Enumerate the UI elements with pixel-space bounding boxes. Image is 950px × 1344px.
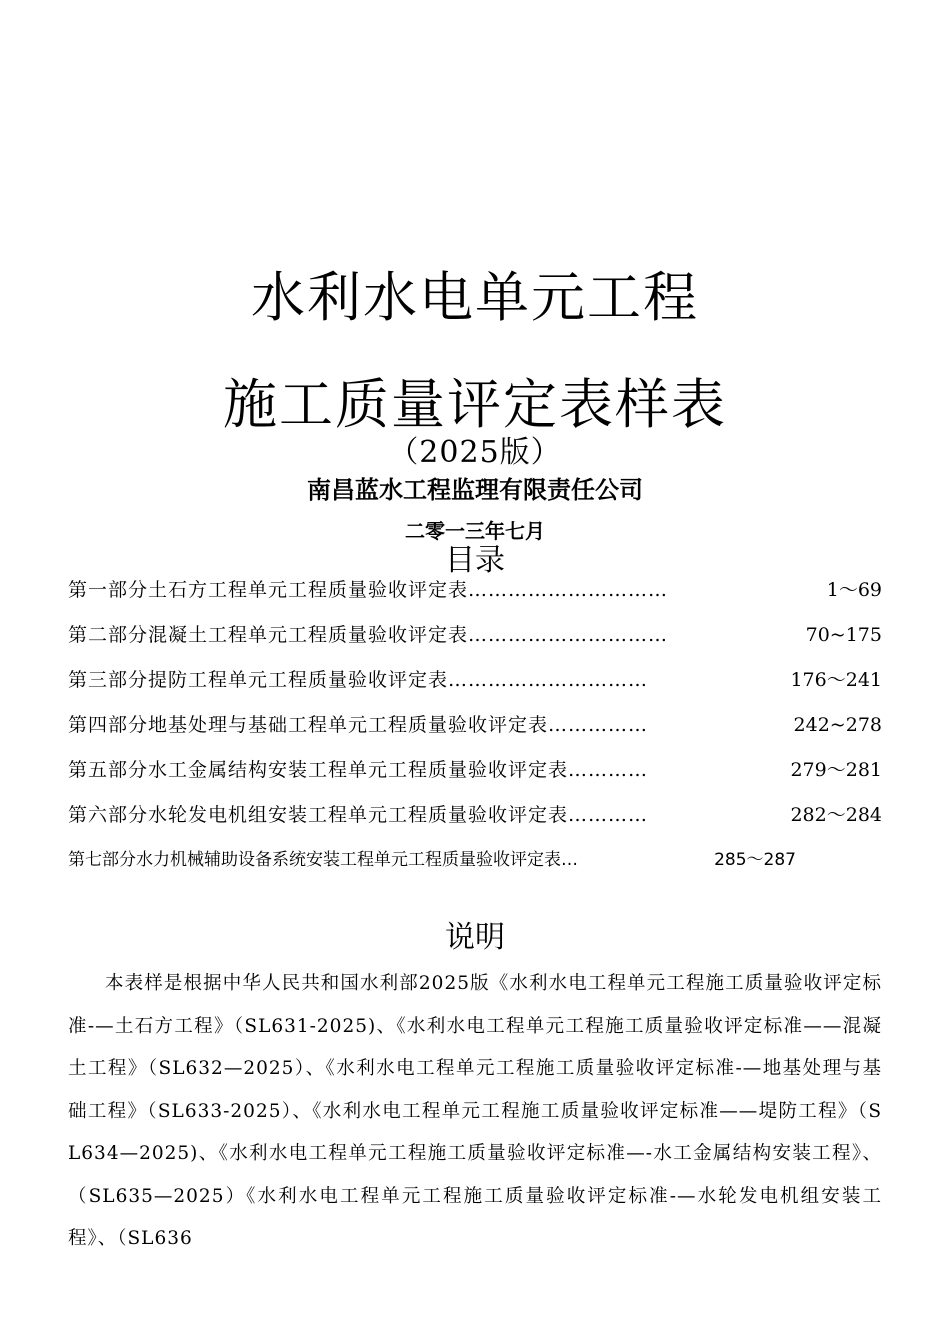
toc-item-text: 第六部分水轮发电机组安装工程单元工程质量验收评定表…………: [68, 804, 649, 826]
toc-item-pages: 70~175: [805, 624, 882, 646]
toc-item[interactable]: [68, 665, 882, 710]
toc-item[interactable]: [68, 620, 882, 665]
toc-item-text: 第七部分水力机械辅助设备系统安装工程单元工程质量验收评定表…: [68, 850, 578, 870]
cover-title-line2: 施工质量评定表样表: [223, 373, 727, 436]
toc-item-text: 第三部分提防工程单元工程质量验收评定表…………………………: [68, 669, 649, 691]
toc-item-pages: 279～281: [790, 759, 882, 781]
cover-edition: （2025版）: [388, 435, 562, 470]
toc-item[interactable]: [68, 800, 882, 845]
notes-title: 说明: [445, 920, 505, 955]
table-of-contents: [68, 575, 882, 890]
toc-item-text: 第五部分水工金属结构安装工程单元工程质量验收评定表…………: [68, 759, 649, 781]
toc-title: 目录: [445, 543, 505, 578]
toc-item[interactable]: [68, 710, 882, 755]
cover-company: 南昌蓝水工程监理有限责任公司: [307, 476, 643, 504]
toc-item-pages: 242~278: [793, 714, 882, 736]
toc-item-pages: 1～69: [826, 579, 882, 601]
toc-item-pages: 282～284: [790, 804, 882, 826]
toc-item[interactable]: [68, 845, 882, 890]
notes-body: 本表样是根据中华人民共和国水利部2025版《水利水电工程单元工程施工质量验收评定标准-—土石方工程》（SL631-2025)、《水利水电工程单元工程施工质量验收评定标准——混凝土工程》（SL632—2025）、《水利水电工程单元工程施工质量验收评定标准-—地基处理与基础工程》（SL633-2025）、《水利水电工程单元工程施工质量验收评定标准——堤防工程》（SL634—2025)、《水利水电工程单元工程施工质量验收评定标准—-水工金属结构安装工程》、（SL635—2025）《水利水电工程单元工程施工质量验收评定标准-—水轮发电机组安装工程》、（SL636: [68, 973, 882, 1249]
toc-item-text: 第一部分土石方工程单元工程质量验收评定表…………………………: [68, 579, 669, 601]
toc-item[interactable]: [68, 575, 882, 620]
cover-title-line1: 水利水电单元工程: [251, 266, 699, 329]
toc-item-text: 第四部分地基处理与基础工程单元工程质量验收评定表……………: [68, 714, 649, 736]
toc-item-pages: 285～287: [714, 850, 796, 870]
cover-date: 二零一三年七月: [405, 519, 545, 543]
toc-item[interactable]: [68, 755, 882, 800]
toc-item-pages: 176～241: [790, 669, 882, 691]
toc-item-text: 第二部分混凝土工程单元工程质量验收评定表…………………………: [68, 624, 669, 646]
